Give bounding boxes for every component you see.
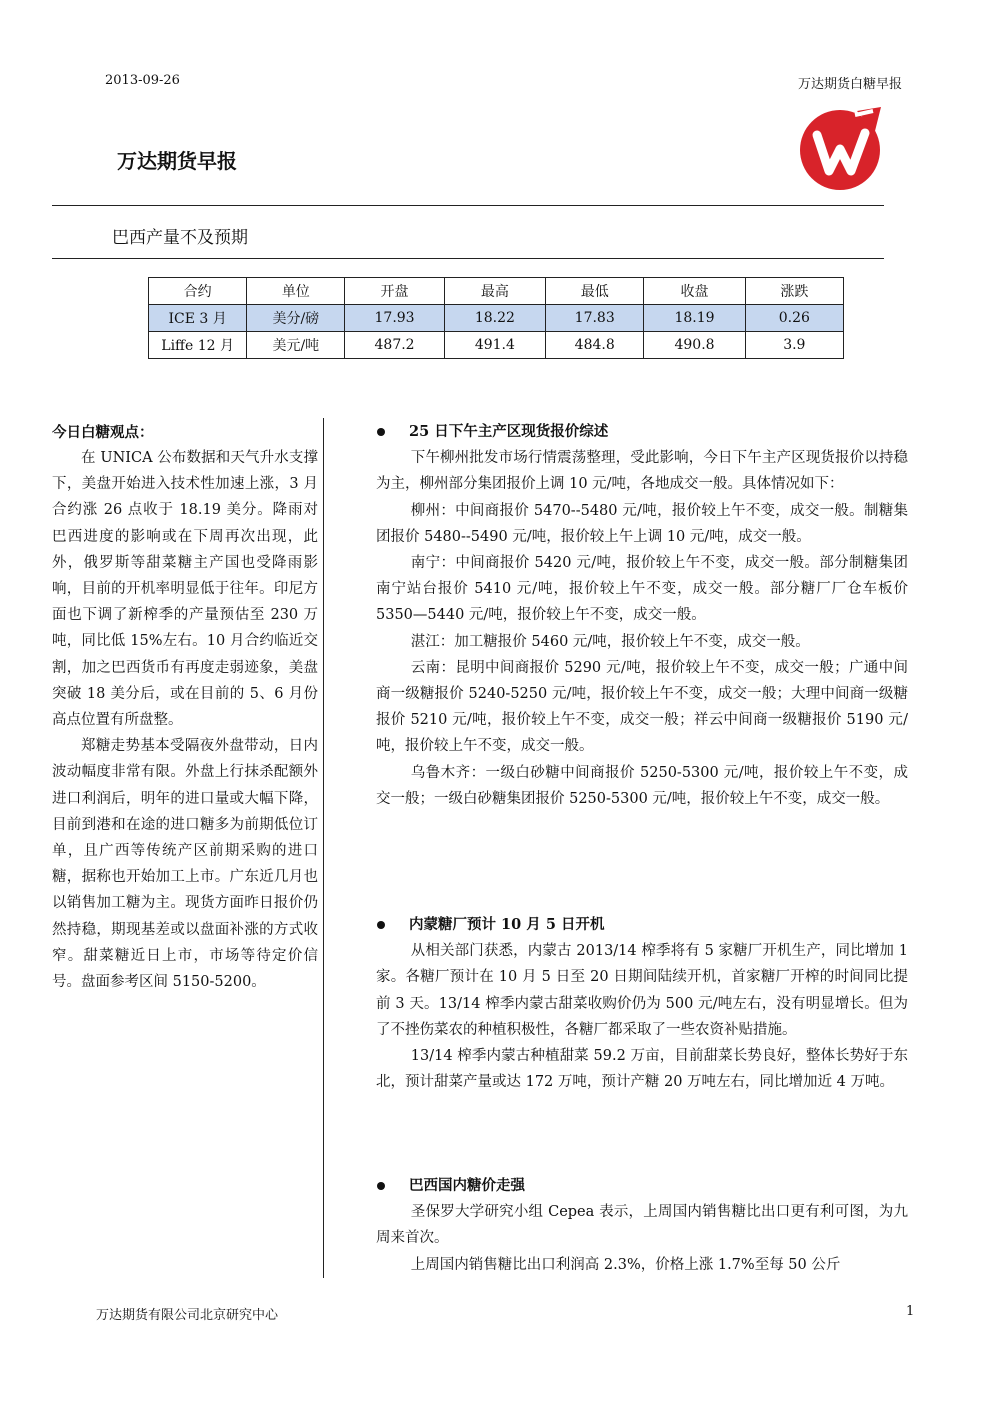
left-column-title: 今日白糖观点：: [52, 424, 154, 441]
table-cell: 17.83: [546, 305, 644, 332]
section-brazil-prices: [376, 1173, 908, 1278]
column-header: 合约: [149, 278, 247, 305]
table-cell: 484.8: [546, 332, 644, 359]
section-heading-text: 25 日下午主产区现货报价综述: [409, 423, 609, 440]
table-cell: 美元/吨: [247, 332, 345, 359]
table-cell: 美分/磅: [247, 305, 345, 332]
wanda-futures-logo-icon: [795, 105, 885, 191]
bullet-icon: [377, 428, 385, 436]
paragraph: 云南：昆明中间商报价 5290 元/吨，报价较上午不变，成交一般；广通中间商一级糖报价 5240-5250 元/吨，报价较上午不变，成交一般；大理中间商一级糖报价 5210 元/吨，报价较上午不变，成交一般；祥云中间商一级糖报价 5190 元/吨，报价较上午不变，成交一般。: [376, 659, 908, 755]
column-header: 涨跌: [745, 278, 843, 305]
table-cell: Liffe 12 月: [149, 332, 247, 359]
market-view-paragraph: 郑糖走势基本受隔夜外盘带动，日内波动幅度非常有限。外盘上行抹杀配额外进口利润后，明年的进口量或大幅下降，目前到港和在途的进口糖多为前期低位订单，且广西等传统产区前期采购的进口糖，据称也开始加工上市。广东近几月也以销售加工糖为主。现货方面昨日报价仍然持稳，期现基差或以盘面补涨的方式收窄。甜菜糖近日上市，市场等待定价信号。盘面参考区间 5150-5200。: [52, 738, 318, 991]
page-number: 1: [906, 1304, 915, 1319]
table-cell: ICE 3 月: [149, 305, 247, 332]
paragraph: 南宁：中间商报价 5420 元/吨，报价较上午不变，成交一般。部分制糖集团南宁站台报价 5410 元/吨，报价较上午不变，成交一般。部分糖厂厂仓车板价 5350—5440 元/吨，报价较上午不变，成交一般。: [376, 555, 908, 624]
table-cell: 18.19: [644, 305, 745, 332]
section-heading: [376, 1173, 908, 1199]
table-cell: 3.9: [745, 332, 843, 359]
market-view-column: [52, 445, 318, 995]
section-heading: [376, 912, 908, 938]
divider: [52, 258, 884, 259]
paragraph: 从相关部门获悉，内蒙古 2013/14 榨季将有 5 家糖厂开机生产，同比增加 1 家。各糖厂预计在 10 月 5 日至 20 日期间陆续开机，首家糖厂开榨的时间同比提前 3 天。13/14 榨季内蒙古甜菜收购价仍为 500 元/吨左右，没有明显增长。但为了不挫伤菜农的种植积极性，各糖厂都采取了一些农资补贴措施。: [376, 943, 908, 1038]
column-header: 单位: [247, 278, 345, 305]
table-cell: 17.93: [345, 305, 444, 332]
section-heading-text: 内蒙糖厂预计 10 月 5 日开机: [409, 916, 605, 933]
paragraph: 上周国内销售糖比出口利润高 2.3%，价格上涨 1.7%至每 50 公斤: [410, 1256, 841, 1273]
column-header: 最高: [444, 278, 545, 305]
table-header-row: [149, 278, 844, 305]
table-cell: 487.2: [345, 332, 444, 359]
paragraph: 乌鲁木齐：一级白砂糖中间商报价 5250-5300 元/吨，报价较上午不变，成交一般；一级白砂糖集团报价 5250-5300 元/吨，报价较上午不变，成交一般。: [376, 764, 908, 807]
table-cell: 490.8: [644, 332, 745, 359]
divider: [52, 205, 884, 206]
paragraph: 湛江：加工糖报价 5460 元/吨，报价较上午不变，成交一般。: [410, 633, 810, 650]
table-cell: 491.4: [444, 332, 545, 359]
paragraph: 下午柳州批发市场行情震荡整理，受此影响，今日下午主产区现货报价以持稳为主，柳州部分集团报价上调 10 元/吨，各地成交一般。具体情况如下：: [376, 450, 908, 493]
section-heading-text: 巴西国内糖价走强: [409, 1177, 525, 1194]
column-header: 最低: [546, 278, 644, 305]
column-header: 收盘: [644, 278, 745, 305]
table-row: [149, 332, 844, 359]
headline: 巴西产量不及预期: [112, 228, 248, 248]
section-inner-mongolia: [376, 912, 908, 1095]
report-title: 万达期货早报: [117, 149, 237, 173]
section-spot-prices: [376, 419, 908, 812]
paragraph: 圣保罗大学研究小组 Cepea 表示，上周国内销售糖比出口更有利可图，为九周来首次。: [376, 1204, 908, 1247]
table-cell: 18.22: [444, 305, 545, 332]
quotes-table: [148, 277, 844, 359]
column-header: 开盘: [345, 278, 444, 305]
paragraph: 柳州：中间商报价 5470--5480 元/吨，报价较上午不变，成交一般。制糖集团报价 5480--5490 元/吨，报价较上午上调 10 元/吨，成交一般。: [376, 502, 908, 545]
bullet-icon: [377, 1182, 385, 1190]
table-row: [149, 305, 844, 332]
column-divider: [323, 418, 324, 1278]
section-heading: [376, 419, 908, 445]
bullet-icon: [377, 921, 385, 929]
market-view-paragraph: 在 UNICA 公布数据和天气升水支撑下，美盘开始进入技术性加速上涨，3 月合约涨 26 点收于 18.19 美分。降雨对巴西进度的影响或在下周再次出现，此外，俄罗斯等甜菜糖主产国也受降雨影响，目前的开机率明显低于往年。印尼方面也下调了新榨季的产量预估至 230 万吨，同比低 15%左右。10 月合约临近交割，加之巴西货币有再度走弱迹象，美盘突破 18 美分后，或在目前的 5、6 月份高点位置有所盘整。: [52, 450, 318, 729]
report-date: 2013-09-26: [105, 73, 180, 88]
footer-organization: 万达期货有限公司北京研究中心: [96, 1308, 279, 1323]
publication-name: 万达期货白糖早报: [797, 77, 902, 92]
table-cell: 0.26: [745, 305, 843, 332]
paragraph: 13/14 榨季内蒙古种植甜菜 59.2 万亩，目前甜菜长势良好，整体长势好于东北，预计甜菜产量或达 172 万吨，预计产糖 20 万吨左右，同比增加近 4 万吨。: [376, 1048, 908, 1091]
